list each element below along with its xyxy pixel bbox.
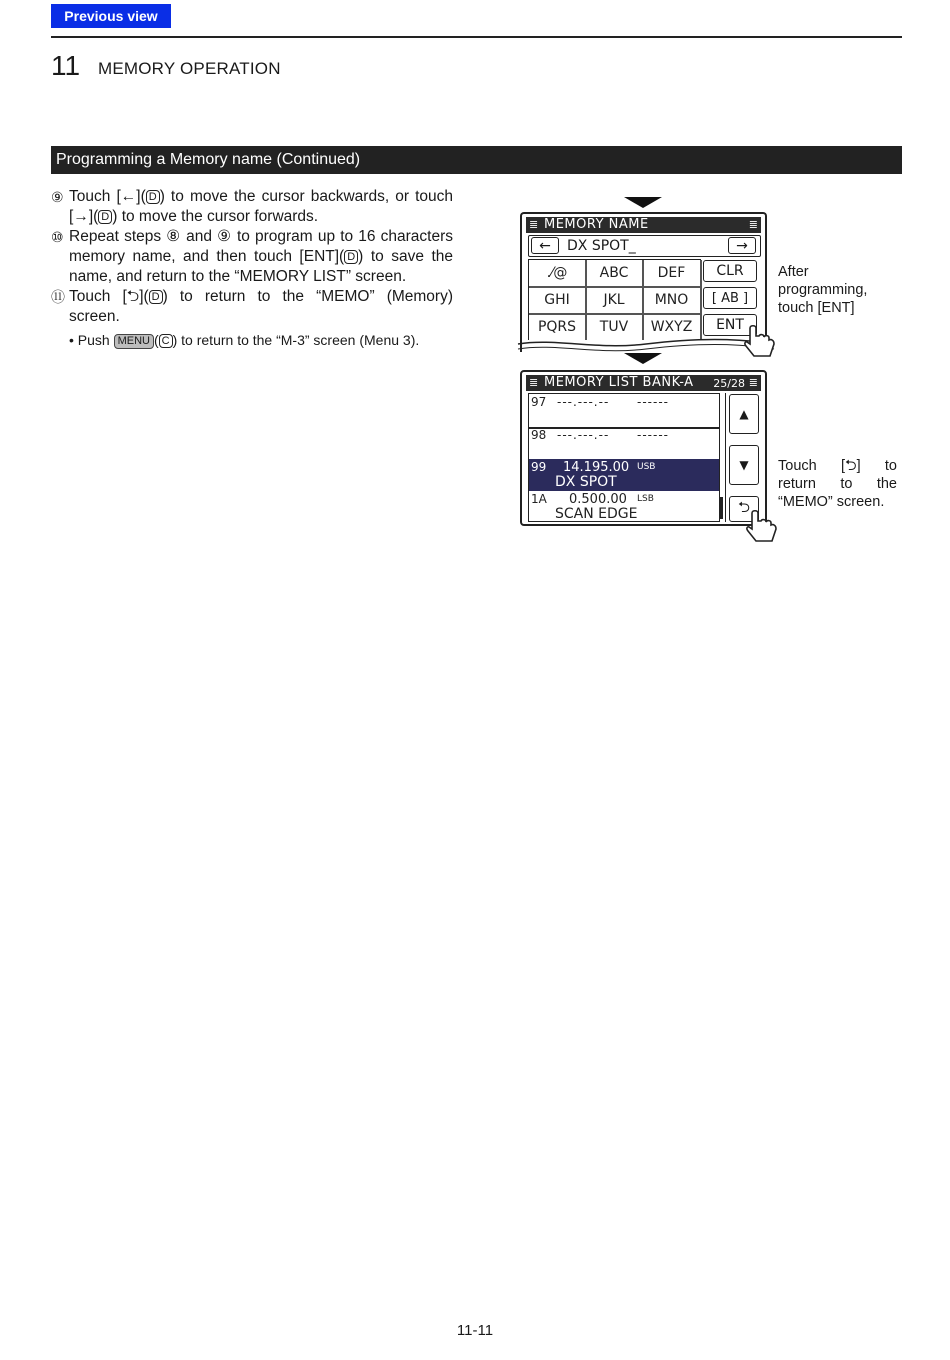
character-keypad (528, 259, 701, 340)
menu-key-icon: MENU (114, 334, 154, 349)
key-symbols[interactable]: .⁄@ (546, 265, 568, 281)
screen-title-bar (526, 375, 761, 391)
return-button[interactable]: ⮌ (729, 496, 759, 522)
header-rule (51, 36, 902, 38)
key-def[interactable]: DEF (657, 265, 686, 281)
dial-d-icon: D (98, 210, 112, 224)
step-number: ⑪ (51, 289, 65, 305)
list-count: 25/28 (713, 377, 745, 390)
step-number: ⑩ (51, 229, 64, 245)
dial-d-icon: D (149, 290, 163, 304)
bullet-note: • Push MENU ( C ) to return to the “M-3” screen (Menu 3). (69, 332, 420, 348)
dial-c-icon: C (159, 334, 173, 348)
memory-list (528, 393, 720, 522)
caption-touch-return: Touch [⮌] to return to the “MEMO” screen. (778, 458, 897, 510)
list-item-selected[interactable]: 99 14.195.00 USB DX SPOT (529, 459, 719, 491)
scroll-up-button[interactable]: ▲ (729, 394, 759, 434)
previous-view-button[interactable]: Previous view (51, 4, 171, 28)
step-10 (51, 227, 453, 287)
name-entry-row (528, 235, 761, 257)
chapter-number: 11 (51, 50, 81, 81)
chapter-title: MEMORY OPERATION (98, 59, 281, 78)
menu-lines-icon: ≣ (748, 218, 758, 231)
dial-d-icon: D (146, 190, 160, 204)
scrollbar[interactable] (720, 393, 726, 522)
screen-title: MEMORY LIST BANK-A (544, 375, 694, 390)
key-mno[interactable]: MNO (654, 292, 689, 308)
memory-list-screen (520, 370, 767, 526)
scroll-down-button[interactable]: ▼ (729, 445, 759, 485)
screen-title-bar (526, 217, 761, 233)
key-jkl[interactable]: JKL (603, 292, 625, 308)
menu-lines-icon: ≣ (748, 376, 758, 389)
scrollbar-thumb[interactable] (720, 497, 723, 519)
list-item[interactable]: 97 ---.---.-- ------ (531, 395, 669, 409)
screen-title: MEMORY NAME (544, 217, 649, 232)
step-number: ⑨ (51, 189, 64, 205)
return-icon: ⮌ (126, 288, 140, 305)
step-text: Repeat steps ⑧ and ⑨ to program up to 16 characters memory name, and then touch [ENT]( D ) to save the name, and return to the “MEMORY LIST” screen. (69, 228, 454, 285)
cursor-right-button[interactable]: → (728, 237, 756, 254)
memory-name-screen (520, 212, 767, 352)
step-11 (51, 287, 453, 327)
step-9 (51, 187, 453, 227)
menu-lines-icon: ≣ (529, 376, 539, 389)
section-title: Programming a Memory name (Continued) (51, 146, 902, 174)
name-value: DX SPOT_ (567, 238, 636, 254)
dial-d-icon: D (344, 250, 358, 264)
list-item[interactable]: 1A 0.500.00 LSB SCAN EDGE (531, 492, 654, 522)
ab-case-button[interactable]: [ AB ] (703, 287, 757, 309)
ent-button[interactable]: ENT (703, 314, 757, 336)
clr-button[interactable]: CLR (703, 260, 757, 282)
cursor-left-button[interactable]: ← (531, 237, 559, 254)
instruction-steps (51, 187, 453, 350)
caption-after-programming: After programming, touch [ENT] (778, 264, 868, 316)
key-pqrs[interactable]: PQRS (537, 319, 577, 335)
key-abc[interactable]: ABC (599, 265, 629, 281)
key-ghi[interactable]: GHI (544, 292, 570, 308)
menu-lines-icon: ≣ (529, 218, 539, 231)
step-text: Touch [⮌]( D ) to return to the “MEMO” (Memory) screen. (69, 288, 454, 325)
touch-hand-icon (744, 324, 780, 360)
list-item[interactable]: 98 ---.---.-- ------ (531, 428, 669, 442)
step-text: Touch [←]( D ) to move the cursor backwards, or touch [→]( D ) to move the cursor forwards. (69, 188, 453, 225)
page-number: 11-11 (456, 1322, 494, 1339)
flow-arrow-icon (624, 197, 662, 208)
flow-arrow-icon (624, 353, 662, 364)
key-wxyz[interactable]: WXYZ (650, 319, 693, 335)
touch-hand-icon (746, 509, 782, 545)
key-tuv[interactable]: TUV (599, 319, 629, 335)
